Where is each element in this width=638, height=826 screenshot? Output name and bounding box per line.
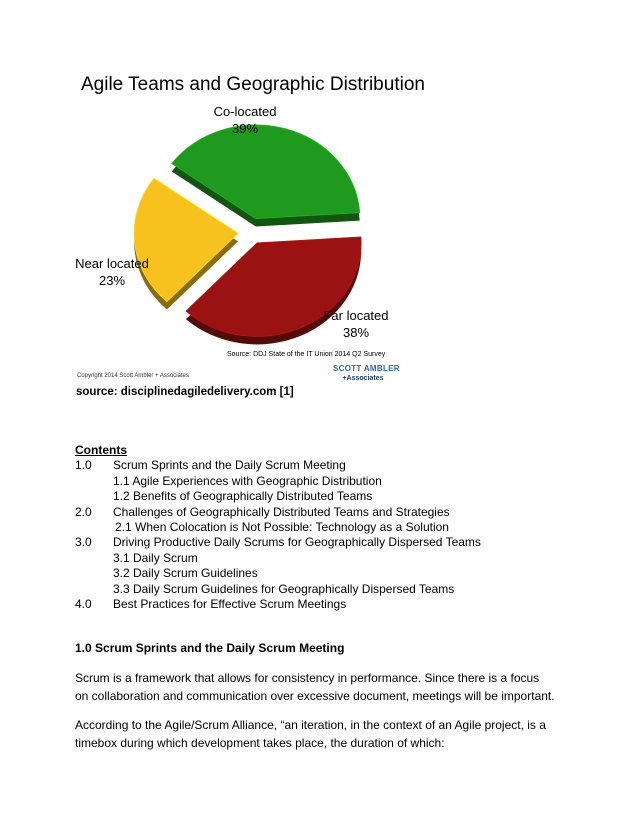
- chart-title: Agile Teams and Geographic Distribution: [81, 74, 425, 95]
- toc-entry-text: Challenges of Geographically Distributed Teams and Strategies: [113, 504, 450, 519]
- scott-ambler-logo: [333, 364, 400, 384]
- toc-row: [75, 474, 481, 489]
- paragraph-2: According to the Agile/Scrum Alliance, “an iteration, in the context of an Agile project, is a timebox during which development takes place, the duration of which:: [75, 718, 546, 750]
- logo-name: SCOTT AMBLER: [333, 364, 400, 373]
- toc-entry-text: 1.1 Agile Experiences with Geographic Distribution: [113, 473, 382, 488]
- toc-row: [75, 535, 481, 550]
- label-near-located: [70, 255, 154, 289]
- chart-source-note: Source: DDJ State of the IT Union 2014 Q2 Survey: [227, 351, 386, 358]
- slice-pct-far-located: 38%: [342, 325, 370, 340]
- toc-number: 3.0: [75, 535, 92, 550]
- label-co-located: [205, 103, 285, 137]
- slice-pct-near-located: 23%: [98, 273, 126, 288]
- paragraph-1: Scrum is a framework that allows for consistency in performance. Since there is a focus on collaboration and communication over excessive document, meetings will be important.: [75, 671, 555, 703]
- toc-number: 4.0: [75, 596, 92, 611]
- slice-name-co-located: Co-located: [213, 104, 277, 119]
- slice-name-near-located: Near located: [75, 256, 149, 271]
- pie-slice-co-located: [172, 125, 360, 219]
- toc-entry-text: 1.2 Benefits of Geographically Distributed Teams: [113, 489, 373, 504]
- toc-row: [75, 551, 481, 566]
- toc-entry-text: 2.1 When Colocation is Not Possible: Technology as a Solution: [115, 519, 449, 534]
- label-far-located: [316, 307, 396, 341]
- toc-entry-text: Driving Productive Daily Scrums for Geographically Dispersed Teams: [113, 535, 481, 550]
- toc-rows: [75, 458, 481, 612]
- copyright-text: Copyright 2014 Scott Ambler + Associates: [77, 373, 189, 379]
- toc-entry-text: 3.3 Daily Scrum Guidelines for Geographically Dispersed Teams: [113, 581, 455, 596]
- toc-number: 2.0: [75, 504, 92, 519]
- toc-number: 1.0: [75, 458, 92, 473]
- toc-row: [75, 582, 481, 597]
- toc-entry-text: Best Practices for Effective Scrum Meetings: [113, 596, 347, 611]
- toc-row: [75, 520, 481, 535]
- slice-pct-co-located: 39%: [231, 121, 259, 136]
- section-heading: 1.0 Scrum Sprints and the Daily Scrum Meeting: [75, 641, 345, 655]
- figure-source: source: disciplinedagiledelivery.com [1]: [76, 386, 294, 398]
- toc-heading: Contents: [75, 443, 127, 457]
- toc-row: [75, 505, 481, 520]
- toc-entry-text: 3.1 Daily Scrum: [113, 550, 198, 565]
- toc-row: [75, 458, 481, 473]
- toc-entry-text: Scrum Sprints and the Daily Scrum Meeting: [113, 458, 346, 473]
- toc-row: [75, 489, 481, 504]
- toc-row: [75, 566, 481, 581]
- toc-entry-text: 3.2 Daily Scrum Guidelines: [113, 566, 258, 581]
- slice-name-far-located: Far located: [323, 308, 389, 323]
- logo-associates: +Associates: [342, 375, 384, 382]
- table-of-contents: [75, 443, 481, 612]
- toc-row: [75, 597, 481, 612]
